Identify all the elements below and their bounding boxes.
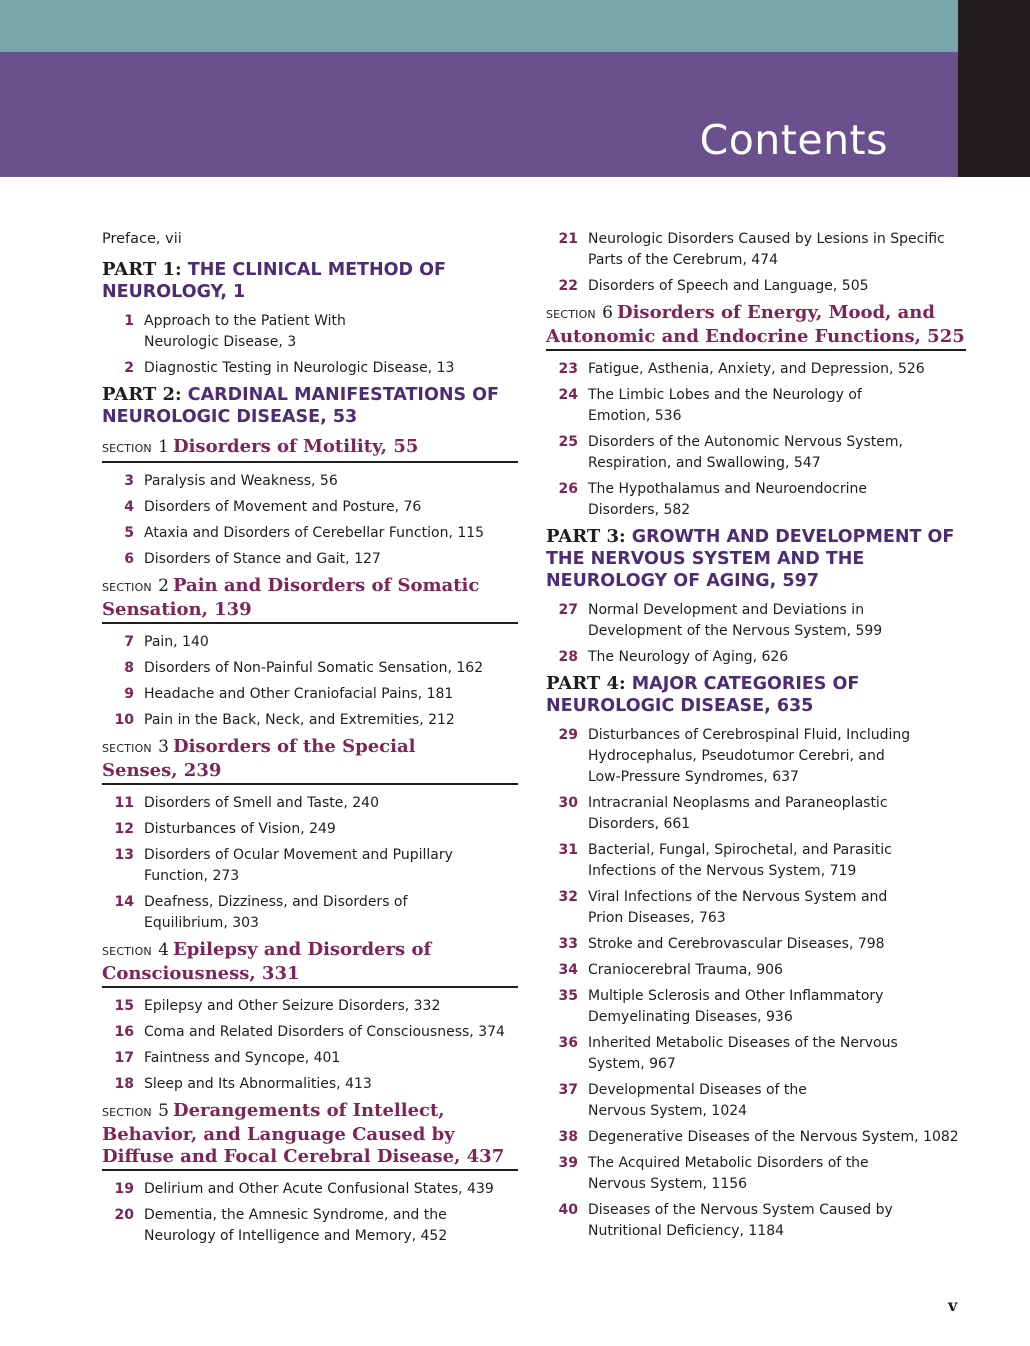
chapter-entry-36[interactable] (546, 1033, 966, 1075)
chapter-title: Disorders of Movement and Posture, 76 (144, 499, 422, 515)
section-heading-4[interactable] (102, 939, 518, 988)
chapter-title (588, 793, 966, 835)
chapter-title: Fatigue, Asthenia, Anxiety, and Depression, 526 (588, 361, 925, 377)
part-heading-3[interactable] (546, 526, 966, 592)
chapter-number: 39 (558, 1155, 578, 1171)
chapter-title (588, 887, 966, 929)
chapter-number: 16 (114, 1024, 134, 1040)
part-label: PART 4: (546, 673, 626, 694)
section-title-line: Autonomic and Endocrine Functions, 525 (546, 326, 965, 347)
chapter-title (144, 892, 518, 934)
chapter-entry-15[interactable] (102, 996, 518, 1017)
section-label: SECTION (102, 442, 152, 455)
chapter-title-line: Deafness, Dizziness, and Disorders of (144, 894, 408, 910)
toc-right-column (546, 229, 966, 1247)
chapter-number: 22 (558, 278, 578, 294)
chapter-number: 15 (114, 998, 134, 1014)
chapter-title-line: Nervous System, 1024 (588, 1103, 748, 1119)
chapter-number: 4 (124, 499, 134, 515)
chapter-title-line: Development of the Nervous System, 599 (588, 623, 883, 639)
chapter-title-line: Developmental Diseases of the (588, 1082, 807, 1098)
chapter-title (588, 1153, 966, 1195)
chapter-title (588, 1200, 966, 1242)
chapter-title-line: Disturbances of Cerebrospinal Fluid, Including (588, 727, 911, 743)
chapter-entry-35[interactable] (546, 986, 966, 1028)
chapter-title-line: Function, 273 (144, 868, 240, 884)
chapter-title-line: Nutritional Deficiency, 1184 (588, 1223, 785, 1239)
chapter-title-line: Intracranial Neoplasms and Paraneoplastic (588, 795, 888, 811)
chapter-title: Faintness and Syncope, 401 (144, 1050, 341, 1066)
section-heading-3[interactable] (102, 736, 518, 785)
section-title: Disorders of Motility, 55 (172, 436, 419, 457)
chapter-entry-10[interactable] (102, 710, 518, 731)
chapter-number: 26 (558, 481, 578, 497)
section-heading-1[interactable] (102, 436, 518, 463)
section-heading-5[interactable] (102, 1100, 518, 1171)
section-number: 6 (602, 303, 613, 323)
chapter-entry-13[interactable] (102, 845, 518, 887)
chapter-title (144, 845, 518, 887)
chapter-entry-38[interactable] (546, 1127, 966, 1148)
chapter-title-line: Multiple Sclerosis and Other Inflammatory (588, 988, 884, 1004)
chapter-entry-30[interactable] (546, 793, 966, 835)
chapter-title-line: Approach to the Patient With (144, 313, 346, 329)
chapter-entry-20[interactable] (102, 1205, 518, 1247)
section-label: SECTION (102, 581, 152, 594)
section-label: SECTION (102, 742, 152, 755)
chapter-title: Headache and Other Craniofacial Pains, 181 (144, 686, 454, 702)
page-number: v (948, 1296, 958, 1315)
chapter-title-line: Emotion, 536 (588, 408, 682, 424)
chapter-title-line: The Hypothalamus and Neuroendocrine (588, 481, 867, 497)
chapter-number: 18 (114, 1076, 134, 1092)
chapter-title: Delirium and Other Acute Confusional States, 439 (144, 1181, 494, 1197)
chapter-number: 33 (558, 936, 578, 952)
chapter-title: Ataxia and Disorders of Cerebellar Function, 115 (144, 525, 485, 541)
chapter-entry-26[interactable] (546, 479, 966, 521)
part-title: MAJOR CATEGORIES OF NEUROLOGIC DISEASE, 635 (546, 674, 860, 716)
chapter-title-line: System, 967 (588, 1056, 676, 1072)
chapter-title: Pain, 140 (144, 634, 209, 650)
section-number: 4 (158, 940, 169, 960)
part-label: PART 2: (102, 384, 182, 405)
toc-left-column (102, 229, 518, 1252)
section-title-line: Disorders of Energy, Mood, and (616, 302, 935, 323)
chapter-number: 30 (558, 795, 578, 811)
section-number: 2 (158, 576, 169, 596)
chapter-number: 37 (558, 1082, 578, 1098)
chapter-number: 31 (558, 842, 578, 858)
chapter-entry-6[interactable] (102, 549, 518, 570)
chapter-number: 35 (558, 988, 578, 1004)
section-title-line: Derangements of Intellect, (172, 1100, 445, 1121)
chapter-title: Epilepsy and Other Seizure Disorders, 332 (144, 998, 441, 1014)
chapter-entry-17[interactable] (102, 1048, 518, 1069)
chapter-number: 3 (124, 473, 134, 489)
chapter-title: Disorders of Non-Painful Somatic Sensation, 162 (144, 660, 484, 676)
chapter-title: Disorders of Smell and Taste, 240 (144, 795, 379, 811)
chapter-title: Stroke and Cerebrovascular Diseases, 798 (588, 936, 885, 952)
chapter-number: 14 (114, 894, 134, 910)
chapter-title-line: Hydrocephalus, Pseudotumor Cerebri, and (588, 748, 885, 764)
chapter-title-line: Diseases of the Nervous System Caused by (588, 1202, 893, 1218)
header-teal-band (0, 0, 958, 52)
chapter-entry-4[interactable] (102, 497, 518, 518)
chapter-title: Paralysis and Weakness, 56 (144, 473, 338, 489)
chapter-entry-33[interactable] (546, 934, 966, 955)
chapter-entry-7[interactable] (102, 632, 518, 653)
part-label: PART 3: (546, 526, 626, 547)
part-label: PART 1: (102, 259, 182, 280)
section-label: SECTION (102, 945, 152, 958)
chapter-entry-34[interactable] (546, 960, 966, 981)
chapter-number: 27 (558, 602, 578, 618)
chapter-entry-37[interactable] (546, 1080, 966, 1122)
chapter-entry-11[interactable] (102, 793, 518, 814)
chapter-title-line: Disorders of the Autonomic Nervous System, (588, 434, 903, 450)
part-title: CARDINAL MANIFESTATIONS OF NEUROLOGIC DISEASE, 53 (102, 385, 499, 427)
chapter-title: Craniocerebral Trauma, 906 (588, 962, 783, 978)
chapter-entry-25[interactable] (546, 432, 966, 474)
chapter-title-line: Prion Diseases, 763 (588, 910, 726, 926)
chapter-number: 8 (124, 660, 134, 676)
chapter-entry-1[interactable] (102, 311, 518, 353)
chapter-title (144, 1205, 518, 1247)
chapter-title (588, 229, 966, 271)
chapter-number: 13 (114, 847, 134, 863)
chapter-entry-2[interactable] (102, 358, 518, 379)
chapter-number: 29 (558, 727, 578, 743)
section-title-line: Sensation, 139 (102, 599, 252, 620)
section-number: 3 (158, 737, 169, 757)
chapter-entry-18[interactable] (102, 1074, 518, 1095)
chapter-title: Disturbances of Vision, 249 (144, 821, 336, 837)
chapter-number: 5 (124, 525, 134, 541)
chapter-title-line: Low-Pressure Syndromes, 637 (588, 769, 799, 785)
page-title: Contents (699, 116, 888, 164)
chapter-number: 40 (558, 1202, 578, 1218)
chapter-number: 19 (114, 1181, 134, 1197)
chapter-number: 9 (124, 686, 134, 702)
chapter-number: 32 (558, 889, 578, 905)
chapter-entry-29[interactable] (546, 725, 966, 788)
section-label: SECTION (546, 308, 596, 321)
chapter-title-line: The Acquired Metabolic Disorders of the (588, 1155, 869, 1171)
part-title: THE CLINICAL METHOD OF NEUROLOGY, 1 (102, 260, 446, 302)
chapter-title: Diagnostic Testing in Neurologic Disease, 13 (144, 360, 455, 376)
chapter-title-line: Normal Development and Deviations in (588, 602, 865, 618)
chapter-entry-22[interactable] (546, 276, 966, 297)
chapter-title: The Neurology of Aging, 626 (588, 649, 789, 665)
preface-entry[interactable]: Preface, vii (102, 231, 182, 247)
chapter-title-line: Disorders of Ocular Movement and Pupillary (144, 847, 453, 863)
chapter-entry-16[interactable] (102, 1022, 518, 1043)
chapter-entry-28[interactable] (546, 647, 966, 668)
chapter-number: 24 (558, 387, 578, 403)
section-heading-2[interactable] (102, 575, 518, 624)
chapter-title-line: Infections of the Nervous System, 719 (588, 863, 857, 879)
chapter-title (588, 725, 966, 788)
chapter-title (588, 1033, 966, 1075)
section-label: SECTION (102, 1106, 152, 1119)
section-number: 1 (158, 437, 169, 457)
chapter-title-line: Disorders, 582 (588, 502, 691, 518)
chapter-number: 28 (558, 649, 578, 665)
chapter-title (588, 840, 966, 882)
chapter-number: 1 (124, 313, 134, 329)
chapter-number: 6 (124, 551, 134, 567)
section-number: 5 (158, 1101, 169, 1121)
chapter-title-line: Bacterial, Fungal, Spirochetal, and Parasitic (588, 842, 892, 858)
chapter-title (588, 385, 966, 427)
chapter-number: 34 (558, 962, 578, 978)
chapter-title-line: Parts of the Cerebrum, 474 (588, 252, 778, 268)
section-title-line: Disorders of the Special (172, 736, 416, 757)
chapter-title: Disorders of Stance and Gait, 127 (144, 551, 381, 567)
section-title-line: Behavior, and Language Caused by (102, 1124, 455, 1145)
chapter-entry-31[interactable] (546, 840, 966, 882)
chapter-title: Coma and Related Disorders of Consciousness, 374 (144, 1024, 505, 1040)
chapter-entry-32[interactable] (546, 887, 966, 929)
header-black-tab (958, 0, 1030, 177)
chapter-title: Sleep and Its Abnormalities, 413 (144, 1076, 372, 1092)
chapter-title-line: Disorders, 661 (588, 816, 691, 832)
section-title-line: Diffuse and Focal Cerebral Disease, 437 (102, 1146, 505, 1167)
chapter-entry-3[interactable] (102, 471, 518, 492)
section-title-line: Senses, 239 (102, 760, 222, 781)
chapter-number: 36 (558, 1035, 578, 1051)
chapter-title (588, 432, 966, 474)
chapter-title-line: Inherited Metabolic Diseases of the Nervous (588, 1035, 898, 1051)
chapter-number: 2 (124, 360, 134, 376)
chapter-entry-12[interactable] (102, 819, 518, 840)
chapter-number: 10 (114, 712, 134, 728)
chapter-title-line: Dementia, the Amnesic Syndrome, and the (144, 1207, 447, 1223)
chapter-title: Pain in the Back, Neck, and Extremities, 212 (144, 712, 455, 728)
chapter-entry-19[interactable] (102, 1179, 518, 1200)
chapter-number: 25 (558, 434, 578, 450)
chapter-number: 12 (114, 821, 134, 837)
chapter-title (588, 986, 966, 1028)
chapter-number: 38 (558, 1129, 578, 1145)
chapter-title-line: Neurologic Disorders Caused by Lesions in Specific (588, 231, 945, 247)
chapter-entry-40[interactable] (546, 1200, 966, 1242)
section-title-line: Consciousness, 331 (102, 963, 300, 984)
chapter-title-line: Nervous System, 1156 (588, 1176, 748, 1192)
section-title-line: Epilepsy and Disorders of (172, 939, 432, 960)
chapter-title (588, 1080, 966, 1122)
chapter-title (144, 311, 518, 353)
chapter-title-line: Respiration, and Swallowing, 547 (588, 455, 821, 471)
chapter-entry-39[interactable] (546, 1153, 966, 1195)
part-title: GROWTH AND DEVELOPMENT OF THE NERVOUS SYSTEM AND THE NEUROLOGY OF AGING, 597 (546, 527, 955, 591)
chapter-title: Degenerative Diseases of the Nervous System, 1082 (588, 1129, 959, 1145)
section-heading-6[interactable] (546, 302, 966, 351)
part-heading-1[interactable] (102, 259, 518, 303)
chapter-number: 20 (114, 1207, 134, 1223)
chapter-entry-24[interactable] (546, 385, 966, 427)
chapter-title (588, 600, 966, 642)
chapter-entry-5[interactable] (102, 523, 518, 544)
chapter-title (588, 479, 966, 521)
chapter-title-line: The Limbic Lobes and the Neurology of (588, 387, 862, 403)
chapter-entry-8[interactable] (102, 658, 518, 679)
chapter-title-line: Viral Infections of the Nervous System and (588, 889, 888, 905)
part-heading-2[interactable] (102, 384, 518, 428)
chapter-number: 17 (114, 1050, 134, 1066)
chapter-entry-14[interactable] (102, 892, 518, 934)
chapter-number: 21 (558, 231, 578, 247)
section-title-line: Pain and Disorders of Somatic (172, 575, 480, 596)
part-heading-4[interactable] (546, 673, 966, 717)
chapter-entry-21[interactable] (546, 229, 966, 271)
chapter-number: 7 (124, 634, 134, 650)
chapter-entry-27[interactable] (546, 600, 966, 642)
chapter-entry-9[interactable] (102, 684, 518, 705)
chapter-number: 11 (114, 795, 134, 811)
chapter-title-line: Equilibrium, 303 (144, 915, 259, 931)
chapter-title: Disorders of Speech and Language, 505 (588, 278, 869, 294)
chapter-entry-23[interactable] (546, 359, 966, 380)
chapter-title-line: Demyelinating Diseases, 936 (588, 1009, 793, 1025)
chapter-number: 23 (558, 361, 578, 377)
chapter-title-line: Neurologic Disease, 3 (144, 334, 297, 350)
chapter-title-line: Neurology of Intelligence and Memory, 452 (144, 1228, 448, 1244)
